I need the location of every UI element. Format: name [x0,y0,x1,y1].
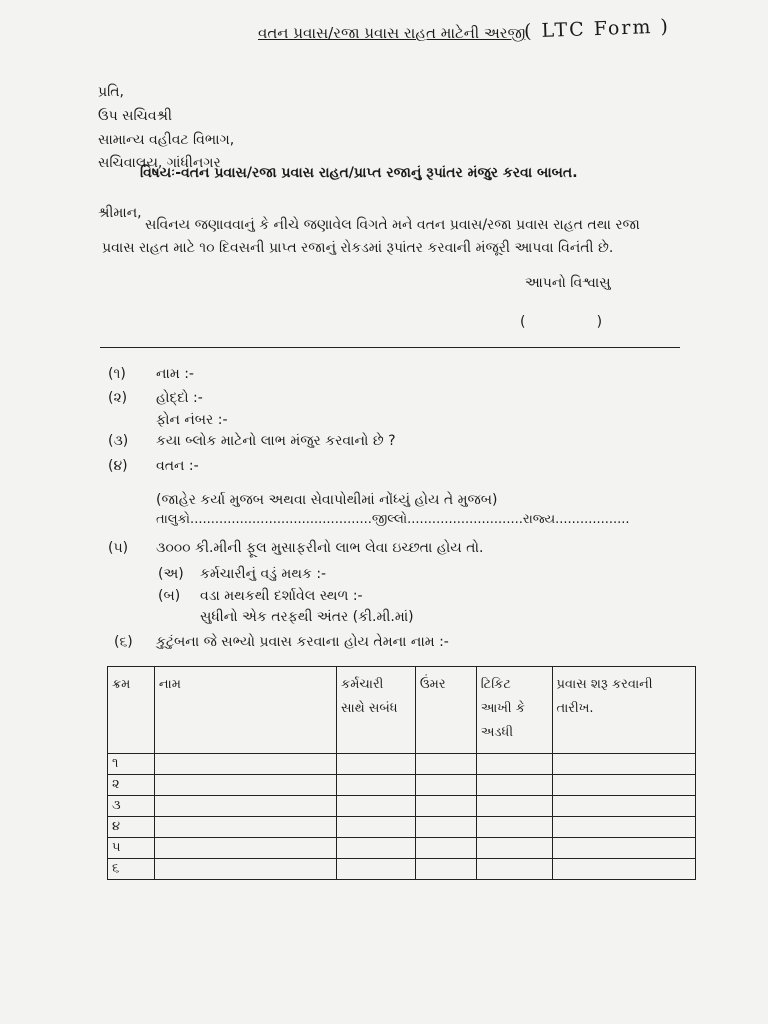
table-header-row [108,667,696,754]
field-6-number: (૬) [114,634,133,650]
table-row: ૫ [108,838,696,859]
field-3-block-label: કયા બ્લોક માટેનો લાભ મંજુર કરવાનો છે ? [156,433,396,449]
field-1-number: (૧) [108,366,126,382]
header-age: ઉંમર [415,667,476,754]
field-5a-number: (અ) [158,566,184,582]
field-5-label: ૩૦૦૦ કી.મીની ફૂલ મુસાફરીનો લાભ લેવા ઇચ્છતા હોય તો. [156,540,484,556]
field-5b-destination-label: વડા મથકથી દર્શાવેલ સ્થળ :- [200,588,363,604]
field-2-number: (૨) [108,390,128,406]
salutation: શ્રીમાન, [98,205,142,221]
field-2-designation-label: હોદ્દો :- [156,390,203,406]
header-name: નામ [154,667,336,754]
table-row: ૩ [108,796,696,817]
address-department: સામાન્ય વહીવટ વિભાગ, [98,132,235,148]
field-5-number: (૫) [108,540,129,556]
field-1-name-label: નામ :- [156,366,194,382]
table-row: ૪ [108,817,696,838]
header-travel-date: પ્રવાસ શરૂ કરવાની તારીખ. [552,667,696,754]
table-row: ૨ [108,775,696,796]
header-relation: કર્મચારી સાથે સબંધ [337,667,416,754]
address-to: પ્રતિ, [98,84,124,100]
field-4-location-line: તાલુકો............................................જીલ્લો............................રાજ્ય.................. [156,512,630,527]
family-members-table [107,666,696,880]
body-line-1: સવિનય જણાવવાનું કે નીચે જણાવેલ વિગતે મને વતન પ્રવાસ/રજા પ્રવાસ રાહત તથા રજા [145,217,640,233]
field-5b-number: (બ) [158,588,181,604]
subject-line: વિષયઃ-વતન પ્રવાસ/રજા પ્રવાસ રાહત/પ્રાપ્ત રજાનું રૂપાંતર મંજુર કરવા બાબત. [140,165,578,181]
field-2-phone-label: ફોન નંબર :- [156,412,228,428]
header-serial: ક્રમ [108,667,155,754]
form-title: વતન પ્રવાસ/રજા પ્રવાસ રાહત માટેની અરજી [258,24,526,42]
body-line-2: પ્રવાસ રાહત માટે ૧૦ દિવસની પ્રાપ્ત રજાનું રોકડમાં રૂપાંતર કરવાની મંજૂરી આપવા વિનંતી છે. [102,240,614,256]
field-4-native-label: વતન :- [156,458,199,474]
handwritten-annotation: ( LTC Form ) [523,15,671,43]
header-ticket: ટિકિટ આખી કે અડધી [476,667,552,754]
field-4-note: (જાહેર કર્યા મુજબ અથવા સેવાપોથીમાં નોંધ્યું હોય તે મુજબ) [156,492,498,508]
field-5b-distance-label: સુધીનો એક તરફથી અંતર (કી.મી.માં) [200,609,414,625]
signature-blank: ( ) [520,314,603,330]
sign-off: આપનો વિશ્વાસુ [525,275,611,291]
field-3-number: (૩) [108,433,129,449]
table-row: ૧ [108,754,696,775]
address-officer: ઉપ સચિવશ્રી [98,108,172,124]
divider-line [100,347,680,348]
address-office: સચિવાલય, ગાંધીનગર [98,155,221,171]
field-5a-headquarters-label: કર્મચારીનું વડું મથક :- [200,566,327,582]
field-4-number: (૪) [108,458,128,474]
table-row: ૬ [108,859,696,880]
field-6-family-label: કુટુંબના જે સભ્યો પ્રવાસ કરવાના હોય તેમના નામ :- [156,634,449,650]
